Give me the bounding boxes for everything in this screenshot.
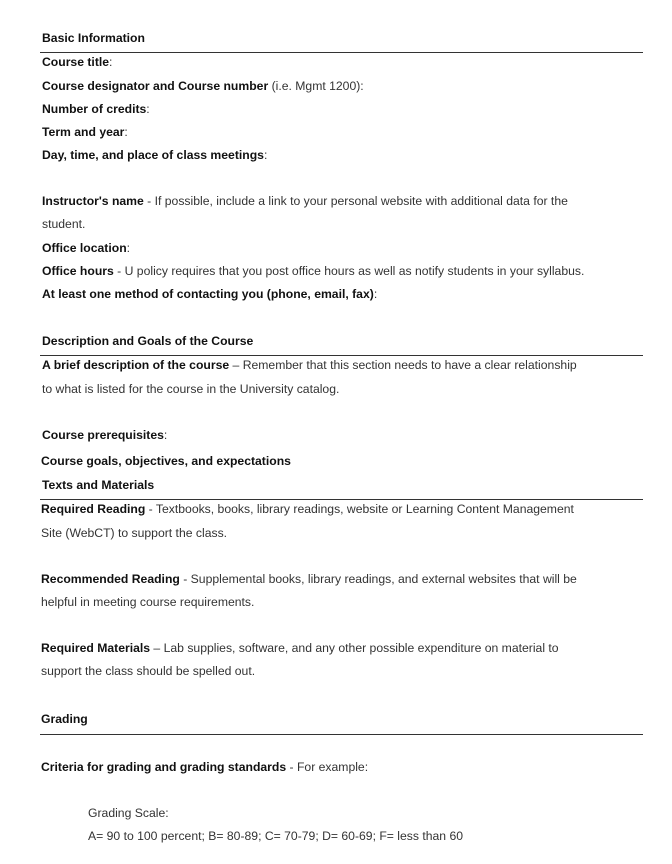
section-divider: [40, 52, 643, 53]
section-divider: [40, 734, 643, 735]
field-required-materials: Required Materials – Lab supplies, software, and any other possible expenditure on material to: [41, 641, 559, 655]
field-required-reading-continued: Site (WebCT) to support the class.: [41, 526, 228, 540]
section-heading-basic-information: Basic Information: [42, 31, 145, 45]
field-course-goals: Course goals, objectives, and expectations: [41, 454, 291, 468]
field-instructor-name: Instructor's name - If possible, include a link to your personal website with additional data for the: [42, 194, 568, 208]
field-required-materials-continued: support the class should be spelled out.: [41, 664, 256, 678]
section-divider: [40, 355, 643, 356]
section-heading-description: Description and Goals of the Course: [42, 334, 254, 348]
field-office-location: Office location:: [42, 241, 131, 255]
section-heading-grading: Grading: [41, 712, 88, 726]
field-grading-criteria: Criteria for grading and grading standards - For example:: [41, 760, 369, 774]
field-recommended-reading-continued: helpful in meeting course requirements.: [41, 595, 255, 609]
field-term-and-year: Term and year:: [42, 125, 128, 139]
grading-scale-values: A= 90 to 100 percent; B= 80-89; C= 70-79; D= 60-69; F= less than 60: [88, 829, 464, 843]
field-brief-description-continued: to what is listed for the course in the University catalog.: [42, 382, 340, 396]
grading-scale-label: Grading Scale:: [88, 806, 169, 820]
field-instructor-name-continued: student.: [42, 217, 86, 231]
field-course-designator: Course designator and Course number (i.e. Mgmt 1200):: [42, 79, 364, 93]
field-recommended-reading: Recommended Reading - Supplemental books, library readings, and external websites that will be: [41, 572, 577, 586]
section-divider: [40, 499, 643, 500]
field-office-hours: Office hours - U policy requires that you post office hours as well as notify students in your syllabus.: [42, 264, 585, 278]
field-required-reading: Required Reading - Textbooks, books, library readings, website or Learning Content Management: [41, 502, 574, 516]
field-class-meetings: Day, time, and place of class meetings:: [42, 148, 268, 162]
field-course-prerequisites: Course prerequisites:: [42, 428, 168, 442]
field-contact-method: At least one method of contacting you (phone, email, fax):: [42, 287, 378, 301]
section-heading-texts-materials: Texts and Materials: [42, 478, 155, 492]
field-course-title: Course title:: [42, 55, 113, 69]
field-brief-description: A brief description of the course – Remember that this section needs to have a clear relationship: [42, 358, 577, 372]
field-number-of-credits: Number of credits:: [42, 102, 150, 116]
